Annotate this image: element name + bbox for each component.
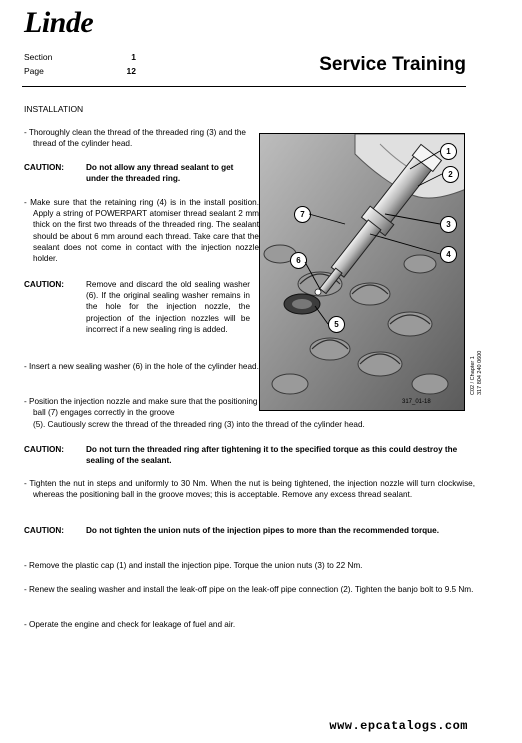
section-heading: INSTALLATION [24, 104, 84, 114]
page-meta [24, 66, 136, 76]
section-meta [24, 52, 136, 62]
linde-logo: Linde [24, 6, 94, 39]
bullet-clean-thread: - Thoroughly clean the thread of the threaded ring (3) and the thread of the cylinder head. [24, 128, 246, 149]
callout-leaders [260, 134, 465, 411]
caution-label: CAUTION: [24, 163, 65, 172]
callout-6: 6 [290, 252, 307, 269]
section-label: Section [24, 52, 53, 62]
callout-5: 5 [328, 316, 345, 333]
callout-2: 2 [442, 166, 459, 183]
side-reference [470, 351, 484, 395]
callout-4: 4 [440, 246, 457, 263]
bullet-position-nozzle: - Position the injection nozzle and make sure that the positioning ball (7) engages correctly in the groove [24, 397, 258, 418]
bullet-operate-engine: - Operate the engine and check for leakage of fuel and air. [24, 620, 236, 629]
section-value: 1 [131, 52, 136, 62]
callout-3: 3 [440, 216, 457, 233]
bullet-retaining-ring: - Make sure that the retaining ring (4) is in the install position. Apply a string of POWERPART atomiser thread sealant 2 mm thick on the first two threads of the threaded ring. The sealant should be about 6 mm around each thread. Take care that the sealant does not come in contact with the injection nozzle holder. [24, 198, 259, 264]
bullet-plastic-cap: - Remove the plastic cap (1) and install the injection pipe. Torque the union nuts (3) to 22 Nm. [24, 561, 363, 570]
nozzle-installation-figure [259, 133, 465, 411]
caution-text: Do not tighten the union nuts of the injection pipes to more than the recommended torque. [86, 526, 439, 535]
caution-text: Remove and discard the old sealing washer (6). If the original sealing washer remains in the hole for the injection nozzle, the projection of the injection nozzles will be incorrect if a new sealing ring is added. [86, 280, 250, 334]
page-label: Page [24, 66, 44, 76]
website-link[interactable]: www.epcatalogs.com [329, 719, 468, 733]
side-reference-line2: 317 804 240 0600 [477, 350, 483, 395]
caution-label: CAUTION: [24, 526, 65, 535]
bullet-leak-off: - Renew the sealing washer and install the leak-off pipe on the leak-off pipe connection (2). Tighten the banjo bolt to 9.5 Nm. [24, 585, 474, 594]
side-reference-line1: C02 / Chapter 1 [470, 356, 476, 395]
caution-text: Do not turn the threaded ring after tightening it to the specified torque as this could destroy the sealing of the sealant. [86, 445, 458, 466]
caution-text: Do not allow any thread sealant to get under the threaded ring. [86, 163, 234, 184]
header-divider [22, 86, 466, 87]
callout-1: 1 [440, 143, 457, 160]
bullet-tighten-nut: - Tighten the nut in steps and uniformly to 30 Nm. When the nut is being tightened, the injection nozzle will turn clockwise, whereas the positioning ball in the groove moves; this is acceptable. Remove any excess thread sealant. [24, 479, 475, 500]
caution-label: CAUTION: [24, 445, 65, 454]
page-value: 12 [126, 66, 136, 76]
page-title: Service Training [319, 54, 466, 75]
bullet-sealing-washer: - Insert a new sealing washer (6) in the hole of the cylinder head. [24, 362, 259, 371]
caution-label: CAUTION: [24, 280, 65, 289]
bullet-position-nozzle-cont: (5). Cautiously screw the thread of the threaded ring (3) into the thread of the cylinder head. [33, 420, 365, 429]
figure-id: 317_01-18 [402, 399, 431, 405]
callout-7: 7 [294, 206, 311, 223]
